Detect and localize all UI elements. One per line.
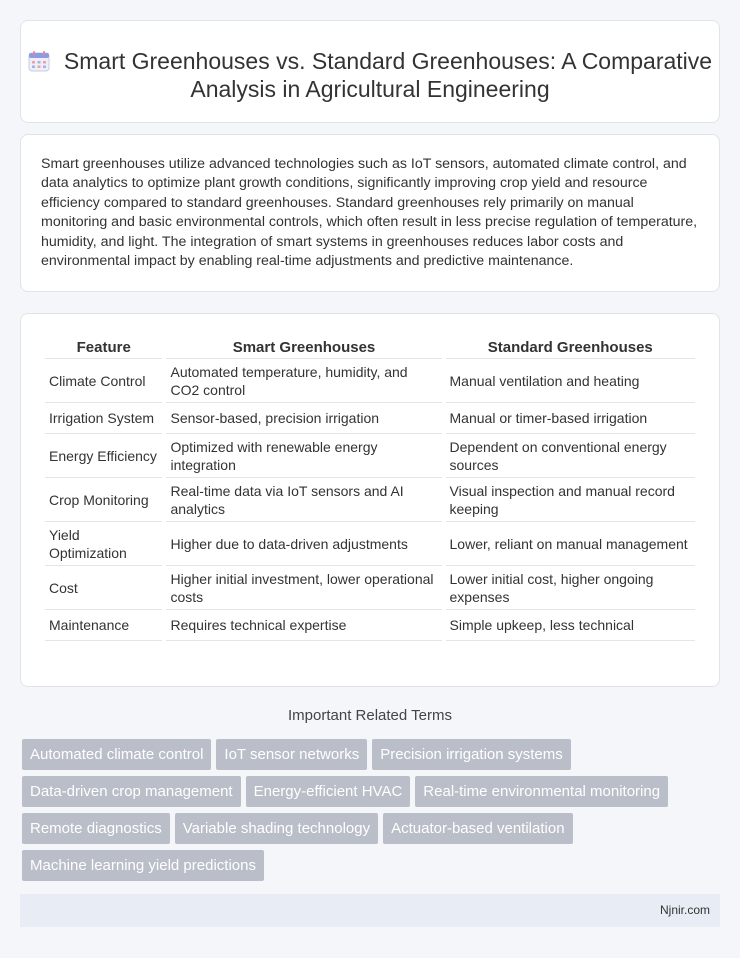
title-text: Smart Greenhouses vs. Standard Greenhouses: A Comparative Analysis in Agricultural Engineering [63, 48, 713, 102]
standard-cell: Dependent on conventional energy sources [446, 434, 695, 478]
table-row [45, 566, 695, 610]
table-row [45, 359, 695, 403]
smart-cell: Sensor-based, precision irrigation [166, 403, 441, 434]
footer-site-link[interactable]: Njnir.com [659, 903, 710, 917]
intro-paragraph: Smart greenhouses utilize advanced technologies such as IoT sensors, automated climate control, and data analytics to optimize plant growth conditions, significantly improving crop yield and resource efficiency compared to standard greenhouses. Standard greenhouses rely primarily on manual monitoring and basic environmental controls, which often result in less precise regulation of temperature, humidity, and light. The integration of smart systems in greenhouses reduces labor costs and environmental impact by enabling real-time adjustments and predictive maintenance. [41, 156, 698, 270]
standard-cell: Visual inspection and manual record keeping [446, 478, 695, 522]
table-row [45, 610, 695, 641]
term-tag[interactable]: Data-driven crop management [22, 776, 241, 807]
intro-card [20, 134, 720, 292]
feature-cell: Irrigation System [45, 403, 162, 434]
term-tag[interactable]: Precision irrigation systems [372, 739, 571, 770]
related-terms-heading: Important Related Terms [288, 707, 452, 724]
table-row [45, 434, 695, 478]
term-tag[interactable]: Automated climate control [22, 739, 211, 770]
smart-cell: Real-time data via IoT sensors and AI analytics [166, 478, 441, 522]
feature-cell: Crop Monitoring [45, 478, 162, 522]
table-row [45, 403, 695, 434]
feature-cell: Cost [45, 566, 162, 610]
feature-cell: Yield Optimization [45, 522, 162, 566]
smart-cell: Requires technical expertise [166, 610, 441, 641]
table-header-row [45, 334, 695, 359]
term-tag[interactable]: Variable shading technology [175, 813, 378, 844]
standard-cell: Lower, reliant on manual management [446, 522, 695, 566]
comparison-table [41, 334, 699, 641]
header-smart: Smart Greenhouses [166, 334, 441, 359]
calendar-icon [28, 50, 50, 72]
standard-cell: Lower initial cost, higher ongoing expenses [446, 566, 695, 610]
related-terms-list [22, 739, 722, 887]
table-row [45, 522, 695, 566]
term-tag[interactable]: Real-time environmental monitoring [415, 776, 668, 807]
feature-cell: Climate Control [45, 359, 162, 403]
term-tag[interactable]: Remote diagnostics [22, 813, 170, 844]
comparison-table-card [20, 313, 720, 687]
standard-cell: Manual ventilation and heating [446, 359, 695, 403]
standard-cell: Manual or timer-based irrigation [446, 403, 695, 434]
feature-cell: Maintenance [45, 610, 162, 641]
term-tag[interactable]: Energy-efficient HVAC [246, 776, 411, 807]
table-row [45, 478, 695, 522]
footer [20, 894, 720, 927]
smart-cell: Optimized with renewable energy integration [166, 434, 441, 478]
page-title [21, 47, 719, 103]
smart-cell: Higher initial investment, lower operational costs [166, 566, 441, 610]
smart-cell: Automated temperature, humidity, and CO2 control [166, 359, 441, 403]
feature-cell: Energy Efficiency [45, 434, 162, 478]
term-tag[interactable]: Actuator-based ventilation [383, 813, 572, 844]
header-standard: Standard Greenhouses [446, 334, 695, 359]
header-feature: Feature [45, 334, 162, 359]
standard-cell: Simple upkeep, less technical [446, 610, 695, 641]
smart-cell: Higher due to data-driven adjustments [166, 522, 441, 566]
term-tag[interactable]: IoT sensor networks [216, 739, 367, 770]
term-tag[interactable]: Machine learning yield predictions [22, 850, 264, 881]
title-card [20, 20, 720, 123]
